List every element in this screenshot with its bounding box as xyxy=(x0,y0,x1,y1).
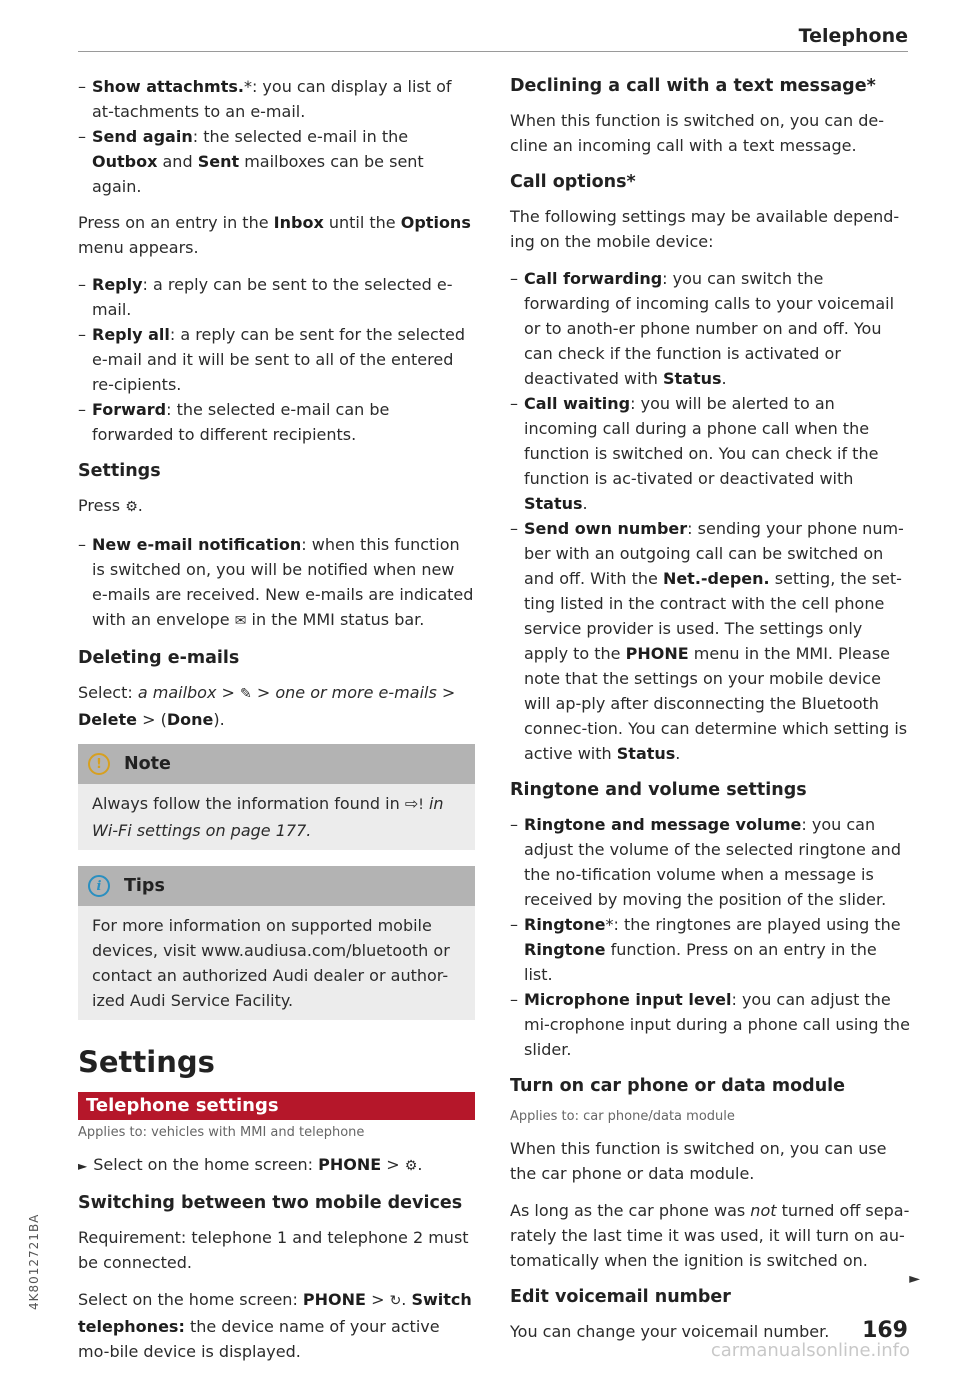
header-divider xyxy=(78,51,908,52)
car-phone-heading: Turn on car phone or data module xyxy=(510,1076,846,1096)
car-phone-text-2: As long as the car phone was not turned off sepa-rately the last time it was used, it will turn on au-tomatically when the ignition is switched on. xyxy=(510,1201,910,1270)
settings-subheading: Settings xyxy=(78,461,161,481)
declining-call-text: When this function is switched on, you can de-cline an incoming call with a text message. xyxy=(510,111,884,155)
telephone-settings-bar: Telephone settings xyxy=(78,1092,475,1120)
list-item-show-attachments: – Show attachmts.*: you can display a list of at-tachments to an e-mail. xyxy=(78,74,475,124)
arrow-right-icon: ⇨ xyxy=(404,794,419,813)
select-home-screen-step: ► Select on the home screen: PHONE > ⚙. xyxy=(78,1155,423,1174)
switch-telephones-text: Select on the home screen: PHONE > ↻. Switch telephones: the device name of your active mo-bile device is displayed. xyxy=(78,1290,472,1361)
list-item-send-again: – Send again: the selected e-mail in the Outbox and Sent mailboxes can be sent again. xyxy=(78,124,475,199)
note-reference[interactable]: in Wi-Fi settings on page 177. xyxy=(92,794,444,840)
document-code: 4K8012721BA xyxy=(27,1213,41,1310)
deleting-emails-heading: Deleting e-mails xyxy=(78,648,240,668)
call-options-intro: The following settings may be available depend-ing on the mobile device: xyxy=(510,207,900,251)
press-entry-paragraph: Press on an entry in the Inbox until the Options menu appears. xyxy=(78,213,471,257)
requirement-text: Requirement: telephone 1 and telephone 2 must be connected. xyxy=(78,1228,469,1272)
note-body: Always follow the information found in ⇨! in Wi-Fi settings on page 177. xyxy=(92,794,444,840)
list-item-call-waiting: – Call waiting: you will be alerted to an incoming call during a phone call when the function is switched on. You can check if the function is ac-tivated or deactivated with Status. xyxy=(510,391,910,516)
envelope-icon: ✉ xyxy=(234,613,247,629)
switch-phone-icon: ↻ xyxy=(389,1293,402,1309)
right-column xyxy=(510,74,910,1356)
page-header-title: Telephone xyxy=(798,25,908,47)
edit-icon: ✎ xyxy=(240,686,252,702)
info-icon: i xyxy=(88,875,110,897)
voicemail-heading: Edit voicemail number xyxy=(510,1287,731,1307)
list-item-call-forwarding: – Call forwarding: you can switch the forwarding of incoming calls to your voicemail or to anoth-er phone number on and off. You can check if the function is activated or deactivated with Status. xyxy=(510,266,910,391)
left-column xyxy=(78,74,475,1376)
note-header: ! Note xyxy=(78,744,475,784)
switching-devices-heading: Switching between two mobile devices xyxy=(78,1193,463,1213)
caution-icon: ! xyxy=(418,797,424,813)
ringtone-volume-heading: Ringtone and volume settings xyxy=(510,780,807,800)
warning-icon: ! xyxy=(88,753,110,775)
note-box xyxy=(78,744,475,850)
continue-arrow-icon: ► xyxy=(909,1271,920,1287)
list-item-microphone-level: – Microphone input level: you can adjust the mi-crophone input during a phone call using the slider. xyxy=(510,987,910,1062)
reply-options-list xyxy=(78,272,475,447)
list-item-send-own-number: – Send own number: sending your phone num-ber with an outgoing call can be switched on and off. With the Net.-depen. setting, the set-ting listed in the contract with the cell phone service provider is used. The settings only apply to the PHONE menu in the MMI. Please note that the settings on your mobile device will ap-ply after disconnecting the Bluetooth connec-tion. You can determine which setting is active with Status. xyxy=(510,516,910,766)
declining-call-heading: Declining a call with a text message* xyxy=(510,76,876,96)
applies-to-note: Applies to: vehicles with MMI and telephone xyxy=(78,1125,365,1140)
call-options-list xyxy=(510,266,910,766)
step-triangle-icon: ► xyxy=(78,1159,88,1173)
page-number: 169 xyxy=(862,1318,908,1343)
gear-icon: ⚙ xyxy=(404,1158,418,1174)
list-item-new-email-notification: – New e-mail notification: when this function is switched on, you will be notified when new e-mails are received. New e-mails are indicated with an envelope ✉ in the MMI status bar. xyxy=(78,532,475,634)
list-item-forward: – Forward: the selected e-mail can be forwarded to different recipients. xyxy=(78,397,475,447)
car-phone-applies: Applies to: car phone/data module xyxy=(510,1109,735,1124)
delete-select-line: Select: a mailbox > ✎ > one or more e-mails > Delete > (Done). xyxy=(78,683,456,729)
ringtone-list xyxy=(510,812,910,1062)
watermark: carmanualsonline.info xyxy=(710,1340,910,1361)
tips-header: i Tips xyxy=(78,866,475,906)
car-phone-text: When this function is switched on, you can use the car phone or data module. xyxy=(510,1139,887,1183)
list-item-ringtone-volume: – Ringtone and message volume: you can adjust the volume of the selected ringtone and the no-tification volume when a message is received by moving the position of the slider. xyxy=(510,812,910,912)
attachment-options-list xyxy=(78,74,475,199)
settings-section-title: Settings xyxy=(78,1045,215,1079)
tips-box xyxy=(78,866,475,1020)
gear-icon: ⚙ xyxy=(125,499,138,515)
list-item-ringtone: – Ringtone*: the ringtones are played using the Ringtone function. Press on an entry in the list. xyxy=(510,912,910,987)
press-settings-line: Press ⚙. xyxy=(78,496,143,515)
voicemail-text: You can change your voicemail number. xyxy=(510,1322,830,1341)
list-item-reply-all: – Reply all: a reply can be sent for the selected e-mail and it will be sent to all of the entered re-cipients. xyxy=(78,322,475,397)
call-options-heading: Call options* xyxy=(510,172,636,192)
list-item-reply: – Reply: a reply can be sent to the selected e-mail. xyxy=(78,272,475,322)
settings-list xyxy=(78,532,475,634)
tips-body: For more information on supported mobile devices, visit www.audiusa.com/bluetooth or contact an authorized Audi dealer or author-ized Audi Service Facility. xyxy=(92,916,450,1010)
